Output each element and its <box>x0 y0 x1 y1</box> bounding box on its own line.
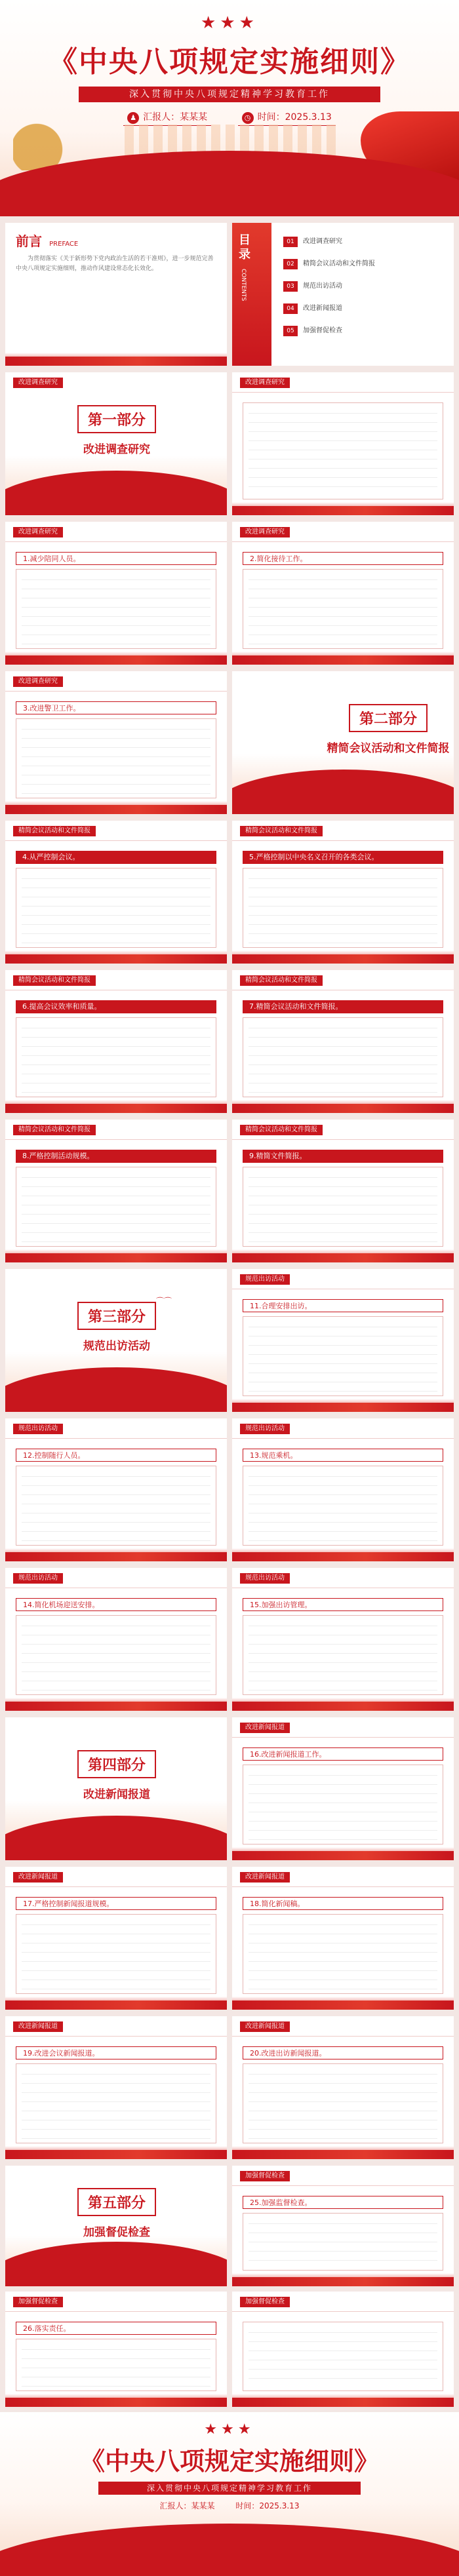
content-slide <box>5 2016 227 2159</box>
slide-footer <box>232 655 454 665</box>
text-block <box>243 1615 443 1695</box>
end-stars: ★★★ <box>204 2421 255 2438</box>
item-heading: 19.改进会议新闻报道。 <box>16 2046 216 2059</box>
slide-footer <box>232 506 454 515</box>
slide-header <box>5 821 227 839</box>
section-tag: 精简会议活动和文件简报 <box>240 975 323 986</box>
text-block <box>16 1167 216 1247</box>
end-subtitle: 深入贯彻中央八项规定精神学习教育工作 <box>98 2482 361 2495</box>
content-slide <box>232 1120 454 1262</box>
section-tag: 改进新闻报道 <box>240 2021 290 2032</box>
slide-header <box>232 1867 454 1885</box>
text-block <box>243 1466 443 1546</box>
slide-header <box>5 1120 227 1138</box>
section-title-block <box>51 405 182 456</box>
text-block <box>243 2322 443 2391</box>
text-block <box>16 1914 216 1994</box>
slide-footer <box>5 805 227 814</box>
slide-footer <box>5 1552 227 1561</box>
slide-header <box>232 522 454 540</box>
slide-footer <box>5 2398 227 2407</box>
text-block <box>16 868 216 948</box>
toc-slide <box>232 223 454 366</box>
content-slide <box>5 522 227 665</box>
section-slide <box>5 372 227 515</box>
section-tag: 加强督促检查 <box>13 2297 63 2307</box>
text-block <box>16 1017 216 1097</box>
text-block <box>16 718 216 798</box>
preface-title: 前言 <box>16 233 42 249</box>
text-block <box>243 1167 443 1247</box>
slide-footer <box>232 2277 454 2286</box>
text-block <box>243 1316 443 1396</box>
section-title-block <box>51 2188 182 2239</box>
text-block <box>16 2339 216 2391</box>
slide-header <box>232 372 454 391</box>
item-heading: 5.严格控制以中央名义召开的各类会议。 <box>243 851 443 864</box>
section-slide <box>232 671 454 814</box>
section-part: 第四部分 <box>77 1750 156 1778</box>
red-wave <box>5 1816 227 1860</box>
section-title-block <box>51 1750 182 1801</box>
item-heading: 11.合理安排出访。 <box>243 1299 443 1312</box>
slide-footer <box>232 2150 454 2159</box>
item-heading: 4.从严控制会议。 <box>16 851 216 864</box>
section-tag: 改进新闻报道 <box>240 1723 290 1733</box>
toc-item-number: 04 <box>283 303 298 314</box>
slide-footer <box>232 1702 454 1711</box>
content-slide <box>5 671 227 814</box>
toc-item-number: 02 <box>283 259 298 269</box>
cover-title: 《中央八项规定实施细则》 <box>49 45 410 79</box>
section-tag: 规范出访活动 <box>240 1424 290 1434</box>
slide-footer <box>232 2000 454 2010</box>
slide-header <box>232 1418 454 1437</box>
text-block <box>16 569 216 649</box>
item-heading: 15.加强出访管理。 <box>243 1598 443 1611</box>
preface-title-en: PREFACE <box>49 241 79 248</box>
section-tag: 精简会议活动和文件简报 <box>240 826 323 836</box>
content-slide <box>232 1418 454 1561</box>
slide-header <box>5 372 227 391</box>
toc-item[interactable] <box>283 324 342 338</box>
time-label: 时间：2025.3.13 <box>257 112 332 123</box>
toc-item-label: 精简会议活动和文件简报 <box>303 260 375 267</box>
toc-item[interactable] <box>283 279 342 294</box>
item-heading: 13.规范乘机。 <box>243 1449 443 1462</box>
item-heading: 20.改进出访新闻报道。 <box>243 2046 443 2059</box>
section-title-block <box>51 1302 182 1353</box>
content-slide <box>5 821 227 964</box>
cover-slide <box>0 0 459 216</box>
clock-icon: ◷ <box>242 112 254 124</box>
red-wave <box>232 770 454 814</box>
item-heading: 2.简化接待工作。 <box>243 552 443 565</box>
slide-header <box>5 2016 227 2035</box>
preface-slide <box>5 223 227 366</box>
slide-footer <box>232 954 454 964</box>
section-tag: 精简会议活动和文件简报 <box>13 826 96 836</box>
slide-footer <box>5 1702 227 1711</box>
red-wave <box>5 471 227 515</box>
section-tag: 改进调查研究 <box>13 378 63 388</box>
text-block <box>243 569 443 649</box>
red-wave <box>5 2242 227 2286</box>
toc-item[interactable] <box>283 302 342 316</box>
content-slide <box>5 1867 227 2010</box>
section-tag: 规范出访活动 <box>13 1573 63 1584</box>
section-title: 改进新闻报道 <box>83 1788 150 1801</box>
section-tag: 规范出访活动 <box>240 1573 290 1584</box>
content-slide <box>232 821 454 964</box>
content-slide <box>232 2016 454 2159</box>
slide-header <box>5 522 227 540</box>
toc-item-label: 改进调查研究 <box>303 238 342 245</box>
content-slide <box>5 1418 227 1561</box>
slide-footer <box>5 1104 227 1113</box>
content-slide <box>232 1717 454 1860</box>
content-slide <box>232 2292 454 2407</box>
slide-footer <box>5 357 227 366</box>
slide-header <box>232 1269 454 1287</box>
user-icon: ♟ <box>127 112 139 124</box>
section-slide <box>5 2166 227 2286</box>
toc-item-number: 05 <box>283 326 298 336</box>
item-heading: 26.落实责任。 <box>16 2322 216 2335</box>
text-block <box>243 868 443 948</box>
content-slide <box>5 2292 227 2407</box>
item-heading: 25.加强监督检查。 <box>243 2196 443 2209</box>
section-title: 规范出访活动 <box>83 1340 150 1353</box>
section-slide <box>5 1269 227 1412</box>
slide-footer <box>5 954 227 964</box>
slide-header <box>232 1120 454 1138</box>
end-time: 时间：2025.3.13 <box>235 2501 300 2510</box>
slide-header <box>5 671 227 690</box>
end-slide <box>0 2412 459 2576</box>
text-block <box>243 402 443 499</box>
item-heading: 3.改进警卫工作。 <box>16 701 216 714</box>
toc-item-label: 加强督促检查 <box>303 327 342 334</box>
bird-icon: ⌒⌒ <box>156 1297 172 1306</box>
content-slide <box>232 1269 454 1412</box>
text-block <box>243 2213 443 2271</box>
toc-item-label: 改进新闻报道 <box>303 305 342 312</box>
item-heading: 8.严格控制活动规模。 <box>16 1150 216 1163</box>
cover-subtitle: 深入贯彻中央八项规定精神学习教育工作 <box>79 87 380 102</box>
end-title: 《中央八项规定实施细则》 <box>79 2446 379 2476</box>
section-part: 第三部分 <box>77 1302 156 1330</box>
content-slide <box>232 970 454 1113</box>
section-tag: 改进新闻报道 <box>240 1872 290 1883</box>
end-presenter: 汇报人：某某某 <box>159 2501 215 2510</box>
preface-heading <box>16 231 78 250</box>
item-heading: 17.严格控制新闻报道规模。 <box>16 1897 216 1910</box>
text-block <box>243 1017 443 1097</box>
slide-header <box>232 2292 454 2310</box>
item-heading: 12.控制随行人员。 <box>16 1449 216 1462</box>
slide-footer <box>5 2150 227 2159</box>
toc-item-number: 01 <box>283 237 298 247</box>
section-tag: 规范出访活动 <box>240 1274 290 1285</box>
slide-footer <box>232 1104 454 1113</box>
section-title: 改进调查研究 <box>83 443 150 456</box>
time <box>238 110 336 126</box>
section-tag: 精简会议活动和文件简报 <box>240 1125 323 1135</box>
item-heading: 6.提高会议效率和质量。 <box>16 1000 216 1013</box>
slide-footer <box>5 1253 227 1262</box>
slide-header <box>232 2016 454 2035</box>
section-tag: 改进新闻报道 <box>13 2021 63 2032</box>
section-tag: 改进调查研究 <box>240 378 290 388</box>
section-tag: 加强督促检查 <box>240 2171 290 2181</box>
slide-footer <box>232 1851 454 1860</box>
toc-item-number: 03 <box>283 281 298 292</box>
section-tag: 改进新闻报道 <box>13 1872 63 1883</box>
red-wave <box>0 2524 459 2576</box>
toc-item-label: 规范出访活动 <box>303 283 342 290</box>
slide-header <box>232 1568 454 1586</box>
section-part: 第二部分 <box>349 704 428 732</box>
section-tag: 规范出访活动 <box>13 1424 63 1434</box>
item-heading: 7.精简会议活动和文件简报。 <box>243 1000 443 1013</box>
presenter <box>123 110 211 126</box>
section-part: 第五部分 <box>77 2188 156 2216</box>
text-block <box>16 1615 216 1695</box>
slide-header <box>232 1717 454 1736</box>
section-part: 第一部分 <box>77 405 156 433</box>
slide-footer <box>232 1552 454 1561</box>
content-slide <box>232 522 454 665</box>
item-heading: 1.减少陪同人员。 <box>16 552 216 565</box>
text-block <box>243 2063 443 2143</box>
slide-footer <box>5 2000 227 2010</box>
toc-item[interactable] <box>283 235 342 249</box>
content-slide <box>232 372 454 515</box>
section-title: 加强督促检查 <box>83 2226 150 2239</box>
slide-header <box>5 1568 227 1586</box>
item-heading: 14.简化机场迎送安排。 <box>16 1598 216 1611</box>
red-wave <box>5 1367 227 1412</box>
slide-header <box>232 2166 454 2184</box>
content-slide <box>232 2166 454 2286</box>
slide-footer <box>232 1253 454 1262</box>
section-tag: 精简会议活动和文件简报 <box>13 975 96 986</box>
toc-title-en: CONTENTS <box>240 269 247 302</box>
item-heading: 16.改进新闻报道工作。 <box>243 1747 443 1761</box>
toc-side <box>232 223 271 366</box>
section-title: 精简会议活动和文件简报 <box>327 742 450 755</box>
section-tag: 改进调查研究 <box>13 676 63 687</box>
section-tag: 精简会议活动和文件简报 <box>13 1125 96 1135</box>
section-tag: 改进调查研究 <box>240 527 290 537</box>
presenter-label: 汇报人：某某某 <box>143 112 208 123</box>
preface-text: 为贯彻落实《关于新形势下党内政治生活的若干准则》，进一步规范完善中央八项规定实施细则，推动作风建设常态化长效化。 <box>16 256 214 272</box>
slide-header <box>232 970 454 988</box>
section-tag: 改进调查研究 <box>13 527 63 537</box>
slide-header <box>5 2292 227 2310</box>
toc <box>232 223 454 366</box>
section-title-block <box>323 704 454 755</box>
slide-header <box>232 821 454 839</box>
content-slide <box>232 1568 454 1711</box>
item-heading: 9.精简文件简报。 <box>243 1150 443 1163</box>
end-meta <box>0 2500 459 2511</box>
toc-item[interactable] <box>283 257 375 271</box>
content-slide <box>5 970 227 1113</box>
text-block <box>243 1765 443 1844</box>
content-slide <box>5 1120 227 1262</box>
content-slide <box>5 1568 227 1711</box>
section-slide <box>5 1717 227 1860</box>
slide-header <box>5 1867 227 1885</box>
slide-header <box>5 970 227 988</box>
item-heading: 18.简化新闻稿。 <box>243 1897 443 1910</box>
text-block <box>243 1914 443 1994</box>
section-tag: 加强督促检查 <box>240 2297 290 2307</box>
slide-footer <box>232 2398 454 2407</box>
toc-title: 目录 <box>239 233 250 262</box>
text-block <box>16 2063 216 2143</box>
text-block <box>16 1466 216 1546</box>
cover-stars: ★★★ <box>201 13 258 33</box>
slide-footer <box>232 1403 454 1412</box>
slide-header <box>5 1418 227 1437</box>
slide-footer <box>5 655 227 665</box>
content-slide <box>232 1867 454 2010</box>
